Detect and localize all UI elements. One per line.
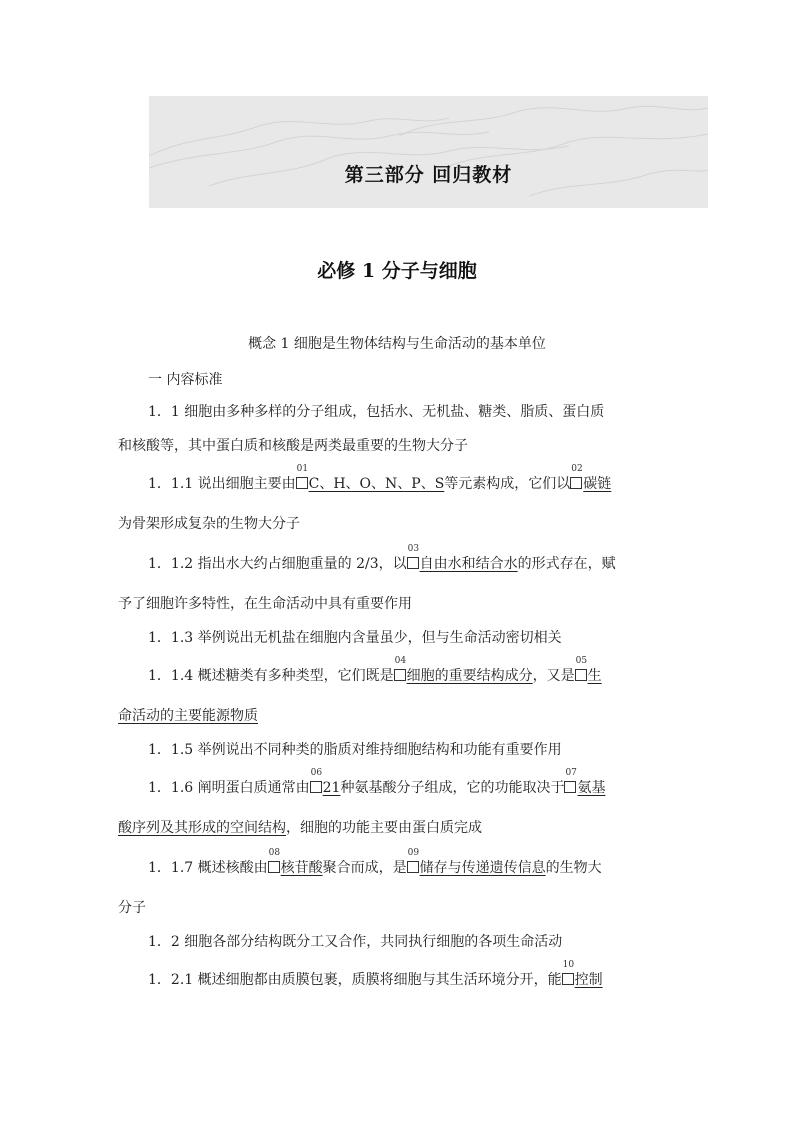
item-1-1-6-line2 <box>118 817 482 837</box>
item-1-1-7-line2: 分子 <box>118 900 146 916</box>
marker-number: 02 <box>571 464 583 474</box>
item-1-2: 1．2 细胞各部分结构既分工又合作，共同执行细胞的各项生命活动 <box>148 934 563 950</box>
item-1-1-3: 1．1.3 举例说出无机盐在细胞内含量虽少，但与生命活动密切相关 <box>148 630 562 646</box>
marker-number: 08 <box>268 848 281 858</box>
blank-marker-06 <box>310 768 323 793</box>
marker-number: 05 <box>575 656 588 666</box>
header-banner <box>149 96 708 208</box>
blank-marker-10 <box>562 960 575 985</box>
marker-number: 10 <box>562 960 575 970</box>
item-1-2-1-line1 <box>148 960 603 989</box>
mountain-decoration <box>149 96 708 208</box>
answer-08: 核苷酸 <box>280 860 323 876</box>
item-1-1-5: 1．1.5 举例说出不同种类的脂质对维持细胞结构和功能有重要作用 <box>148 742 562 758</box>
answer-01: C、H、O、N、P、S <box>308 476 445 492</box>
answer-07-continued: 酸序列及其形成的空间结构 <box>118 820 286 836</box>
item-1-1-line2: 和核酸等，其中蛋白质和核酸是两类最重要的生物大分子 <box>118 438 468 454</box>
blank-marker-01 <box>296 464 309 489</box>
concept-title: 概念 1 细胞是生物体结构与生命活动的基本单位 <box>248 336 546 352</box>
blank-marker-02 <box>570 464 583 489</box>
item-text: 聚合而成，是 <box>322 860 407 876</box>
item-text: 种氨基酸分子组成，它的功能取决于 <box>340 780 565 796</box>
blank-marker-04 <box>394 656 407 681</box>
answer-06: 21 <box>322 780 341 796</box>
blank-marker-07 <box>564 768 577 793</box>
item-1-1-2-line1 <box>148 544 616 573</box>
answer-05: 生 <box>587 668 602 684</box>
item-text: 的形式存在，赋 <box>517 556 616 572</box>
marker-number: 03 <box>407 544 420 554</box>
item-text: 1．1.2 指出水大约占细胞重量的 2/3，以 <box>148 556 407 572</box>
blank-marker-03 <box>407 544 420 569</box>
item-1-1-line1: 1．1 细胞由多种多样的分子组成，包括水、无机盐、糖类、脂质、蛋白质 <box>148 404 605 420</box>
blank-marker-09 <box>407 848 420 873</box>
marker-number: 09 <box>407 848 420 858</box>
banner-title: 第三部分 回归教材 <box>344 164 513 186</box>
item-text: ，又是 <box>532 668 575 684</box>
answer-09: 储存与传递遗传信息 <box>419 860 546 876</box>
blank-marker-05 <box>575 656 588 681</box>
item-text: 1．1.4 概述糖类有多种类型，它们既是 <box>148 668 394 684</box>
item-text: 1．1.6 阐明蛋白质通常由 <box>148 780 310 796</box>
item-1-1-7-line1 <box>148 848 602 877</box>
item-1-1-1-line2: 为骨架形成复杂的生物大分子 <box>118 516 300 532</box>
item-1-1-1-line1 <box>148 464 612 493</box>
item-1-1-6-line1 <box>148 768 606 797</box>
item-text: 1．2.1 概述细胞都由质膜包裹，质膜将细胞与其生活环境分开，能 <box>148 972 562 988</box>
item-text: 1．1.7 概述核酸由 <box>148 860 268 876</box>
marker-number: 07 <box>565 768 577 778</box>
module-title: 必修 1 分子与细胞 <box>317 260 477 282</box>
marker-number: 06 <box>310 768 323 778</box>
section-heading: 一 内容标准 <box>148 372 223 388</box>
item-text: ，细胞的功能主要由蛋白质完成 <box>286 820 482 836</box>
item-text: 等元素构成，它们以 <box>444 476 571 492</box>
item-1-1-4-line1 <box>148 656 602 685</box>
item-text: 1．1.1 说出细胞主要由 <box>148 476 296 492</box>
answer-04: 细胞的重要结构成分 <box>406 668 533 684</box>
item-text: 的生物大 <box>545 860 602 876</box>
answer-10: 控制 <box>574 972 603 988</box>
item-1-1-2-line2: 予了细胞许多特性，在生命活动中具有重要作用 <box>118 596 412 612</box>
marker-number: 04 <box>394 656 407 666</box>
answer-02: 碳链 <box>583 476 612 492</box>
marker-number: 01 <box>296 464 309 474</box>
answer-05-continued: 命活动的主要能源物质 <box>118 708 258 724</box>
answer-03: 自由水和结合水 <box>419 556 518 572</box>
answer-07: 氨基 <box>577 780 606 796</box>
blank-marker-08 <box>268 848 281 873</box>
